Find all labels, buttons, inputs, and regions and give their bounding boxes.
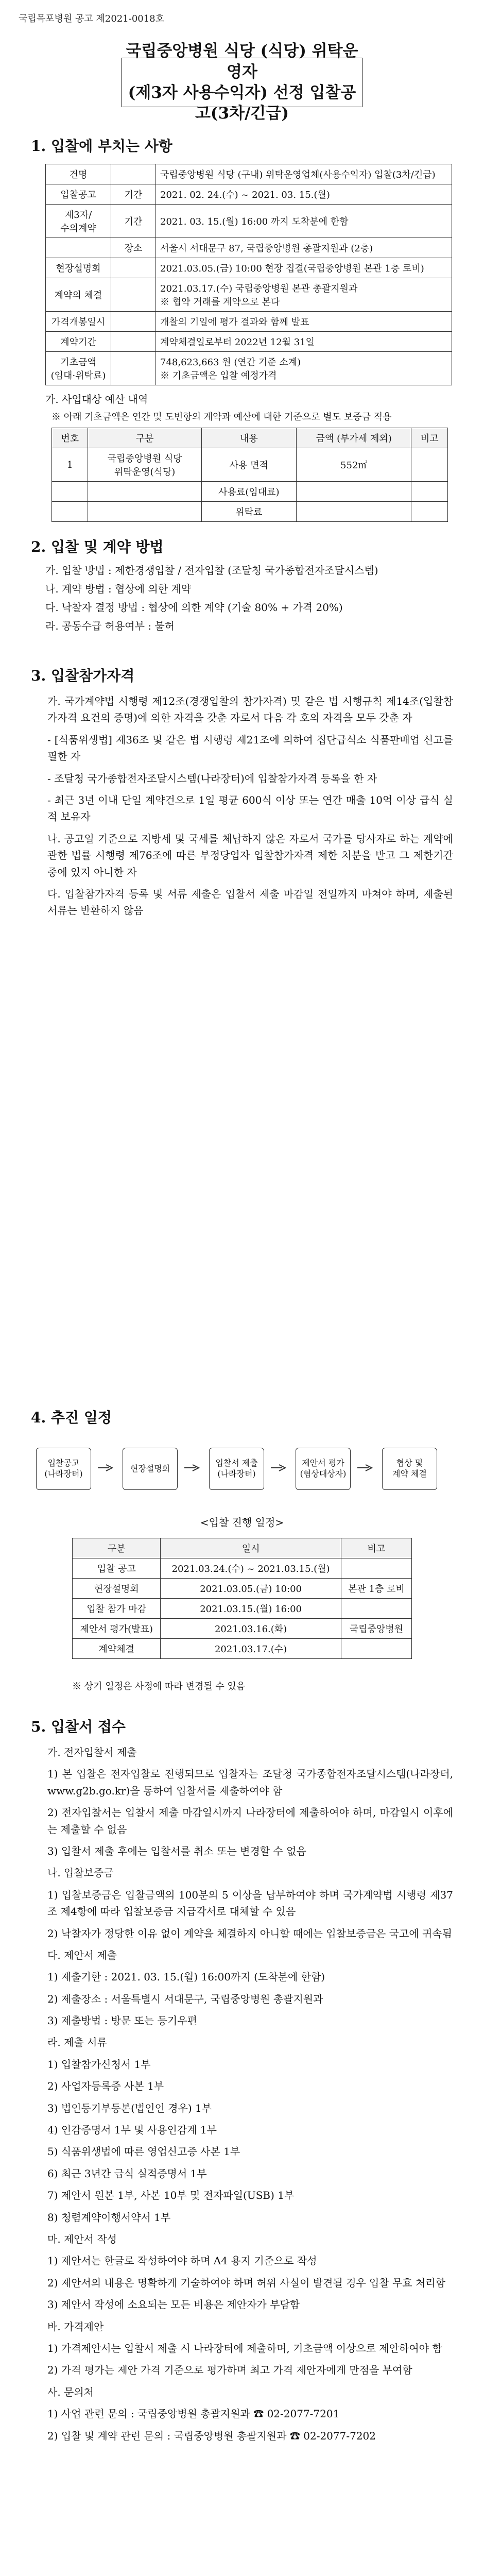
table-cell: 552㎡ (296, 448, 411, 482)
row-label (46, 238, 111, 258)
section-heading: 2. 입찰 및 계약 방법 (31, 538, 164, 555)
paragraph: 다. 제안서 제출 (47, 1948, 117, 1961)
schedule-caption: <입찰 진행 일정> (200, 1516, 284, 1529)
column-header: 비고 (341, 1538, 411, 1558)
paragraph: 1) 제출기한 : 2021. 03. 15.(월) 16:00까지 (도착분에 한함) (47, 1971, 325, 1984)
row-label: 건명 (46, 164, 111, 184)
row-sublabel (111, 258, 156, 278)
paragraph: 2) 제출장소 : 서울특별시 서대문구, 국립중앙병원 총괄지원과 (47, 1992, 323, 2005)
table-cell: 2021.03.17.(수) (161, 1639, 341, 1659)
flow-step: 입찰서 제출 (나라장터) (209, 1448, 264, 1490)
paragraph: - [식품위생법] 제36조 및 같은 법 시행령 제21조에 의하여 집단급식소 식품판매업 신고를 필한 자 (47, 733, 453, 763)
title-line-2: (제3자 사용수익자) 선정 입찰공고(3차/긴급) (128, 83, 356, 123)
row-value: 국립중앙병원 식당 (구내) 위탁운영업체(사용수익자) 입찰(3차/긴급) (156, 164, 452, 184)
paragraph: 나. 입찰보증금 (47, 1867, 114, 1879)
list-item: 가. 입찰 방법 : 제한경쟁입찰 / 전자입찰 (조달청 국가종합전자조달시스템) (45, 564, 378, 577)
paragraph: 가. 전자입찰서 제출 (47, 1746, 137, 1758)
table-cell: 사용 면적 (201, 448, 296, 482)
table-cell: 2021.03.24.(수) ~ 2021.03.15.(월) (161, 1558, 341, 1579)
paragraph: 8) 청렴계약이행서약서 1부 (47, 2211, 171, 2224)
table-cell (296, 502, 411, 522)
section-body (47, 1744, 453, 2449)
paragraph: 나. 공고일 기준으로 지방세 및 국세를 체납하지 않은 자로서 국가를 당사자로 하는 계약에 관한 법률 시행령 제76조에 따른 부정당업자 입찰참가자격 제한 처분을 받고 그 제한기간 중에 있지 아니한 자 (47, 832, 453, 878)
row-value: 2021. 02. 24.(수) ~ 2021. 03. 15.(월) (156, 184, 452, 205)
column-header: 구분 (88, 428, 201, 448)
table-cell: 제안서 평가(발표) (73, 1619, 161, 1639)
table-cell (52, 502, 88, 522)
table-row (52, 448, 448, 482)
list-item: 라. 공동수급 허용여부 : 불허 (45, 620, 175, 632)
table-cell: 입찰 참가 마감 (73, 1599, 161, 1619)
paragraph: - 최근 3년 이내 단일 계약건으로 1일 평균 600식 이상 또는 연간 매출 10억 이상 급식 실적 보유자 (47, 793, 453, 823)
table-cell: 입찰 공고 (73, 1558, 161, 1579)
note-text: ※ 상기 일정은 사정에 따라 변경될 수 있음 (72, 1681, 246, 1692)
table-cell: 현장설명회 (73, 1579, 161, 1599)
paragraph: 2) 제안서의 내용은 명확하게 기술하여야 하며 허위 사실이 발견될 경우 입찰 무효 처리함 (47, 2276, 446, 2289)
paragraph: 1) 본 입찰은 전자입찰로 진행되므로 입찰자는 조달청 국가종합전자조달시스템(나라장터, www.g2b.go.kr)을 통하여 입찰서를 제출하여야 함 (47, 1768, 453, 1797)
arrow-right-icon (357, 1464, 373, 1471)
paragraph: 마. 제안서 작성 (47, 2232, 117, 2245)
table-row (46, 238, 452, 258)
paragraph: 6) 최근 3년간 급식 실적증명서 1부 (47, 2167, 207, 2180)
section-body (47, 693, 453, 924)
table-row (46, 278, 452, 312)
row-sublabel (111, 352, 156, 385)
title-box (122, 42, 362, 123)
row-value: 2021. 03. 15.(월) 16:00 까지 도착분에 한함 (156, 205, 452, 238)
table-row (46, 332, 452, 352)
table-cell (52, 482, 88, 502)
process-flow (36, 1443, 448, 1499)
row-value: 2021.03.05.(금) 10:00 현장 집결(국립중앙병원 본관 1층 로비) (156, 258, 452, 278)
paragraph: 가. 국가계약법 시행령 제12조(경쟁입찰의 참가자격) 및 같은 법 시행규칙 제14조(입찰참가자격 요건의 증명)에 의한 자격을 갖춘 자로서 다음 각 호의 자격을 모두 갖춘 자 (47, 695, 453, 724)
column-header: 번호 (52, 428, 88, 448)
paragraph: 2) 낙찰자가 정당한 이유 없이 계약을 체결하지 아니할 때에는 입찰보증금은 국고에 귀속됨 (47, 1927, 452, 1940)
column-header: 비고 (411, 428, 448, 448)
table-cell: 2021.03.16.(화) (161, 1619, 341, 1639)
flow-step: 협상 및 계약 체결 (382, 1448, 437, 1490)
info-table (45, 164, 452, 385)
row-value: 서울시 서대문구 87, 국립중앙병원 총괄지원과 (2층) (156, 238, 452, 258)
table-cell (341, 1558, 411, 1579)
row-sublabel: 장소 (111, 238, 156, 258)
paragraph: 3) 입찰서 제출 후에는 입찰서를 취소 또는 변경할 수 없음 (47, 1844, 306, 1857)
schedule-table (72, 1538, 412, 1659)
column-header: 내용 (201, 428, 296, 448)
table-cell: 1 (52, 448, 88, 482)
list-item: 나. 계약 방법 : 협상에 의한 계약 (45, 583, 192, 595)
paragraph: 3) 제안서 작성에 소요되는 모든 비용은 제안자가 부담함 (47, 2298, 300, 2311)
paragraph: 3) 제출방법 : 방문 또는 등기우편 (47, 2014, 197, 2027)
flow-step: 현장설명회 (123, 1448, 178, 1490)
table-cell (88, 502, 201, 522)
table-row (46, 352, 452, 385)
table-cell (296, 482, 411, 502)
table-row (46, 184, 452, 205)
paragraph: 1) 입찰보증금은 입찰금액의 100분의 5 이상을 납부하여야 하며 국가계약법 시행령 제37조 제4항에 따라 입찰보증금 지급각서로 대체할 수 있음 (47, 1888, 453, 1918)
scope-table (51, 428, 448, 522)
table-cell: 사용료(임대료) (201, 482, 296, 502)
table-cell (411, 482, 448, 502)
row-value: 계약체결일로부터 2022년 12월 31일 (156, 332, 452, 352)
table-row (73, 1558, 412, 1579)
paragraph: 2) 사업자등록증 사본 1부 (47, 2080, 164, 2093)
paragraph: 2) 가격 평가는 제안 가격 기준으로 평가하며 최고 가격 제안자에게 만점을 부여함 (47, 2364, 412, 2377)
table-row (73, 1639, 412, 1659)
table-cell: 2021.03.05.(금) 10:00 (161, 1579, 341, 1599)
paragraph: - 조달청 국가종합전자조달시스템(나라장터)에 입찰참가자격 등록을 한 자 (47, 772, 377, 785)
row-sublabel: 기간 (111, 205, 156, 238)
row-sublabel (111, 164, 156, 184)
table-row (73, 1599, 412, 1619)
arrow-right-icon (271, 1464, 286, 1471)
table-row (52, 502, 448, 522)
section-heading: 5. 입찰서 접수 (31, 1718, 126, 1735)
row-value: 개찰의 기일에 평가 결과와 함께 발표 (156, 312, 452, 332)
row-label: 기초금액 (임대·위탁료) (46, 352, 111, 385)
arrow-right-icon (98, 1464, 113, 1471)
table-cell: 2021.03.15.(월) 16:00 (161, 1599, 341, 1619)
notice-number: 국립목포병원 공고 제2021-0018호 (19, 13, 165, 24)
table-row (73, 1619, 412, 1639)
table-row (52, 482, 448, 502)
row-label: 입찰공고 (46, 184, 111, 205)
paragraph: 사. 문의처 (47, 2385, 94, 2398)
table-cell (411, 448, 448, 482)
paragraph: 3) 법인등기부등본(법인인 경우) 1부 (47, 2102, 212, 2114)
table-cell (88, 482, 201, 502)
paragraph: 1) 사업 관련 문의 : 국립중앙병원 총괄지원과 ☎ 02-2077-7201 (47, 2408, 340, 2420)
paragraph: 2) 전자입찰서는 입찰서 제출 마감일시까지 나라장터에 제출하여야 하며, 마감일시 이후에는 제출할 수 없음 (47, 1806, 453, 1836)
paragraph: 다. 입찰참가자격 등록 및 서류 제출은 입찰서 제출 마감일 전일까지 마쳐야 하며, 제출된 서류는 반환하지 않음 (47, 887, 453, 917)
row-sublabel: 기간 (111, 184, 156, 205)
table-cell: 국립중앙병원 식당 위탁운영(식당) (88, 448, 201, 482)
paragraph: 7) 제안서 원본 1부, 사본 10부 및 전자파일(USB) 1부 (47, 2189, 295, 2202)
table-cell: 계약체결 (73, 1639, 161, 1659)
flow-step: 제안서 평가 (협상대상자) (296, 1448, 351, 1490)
row-label: 가격개봉일시 (46, 312, 111, 332)
subsection-heading: 가. 사업대상 예산 내역 (45, 393, 148, 405)
row-value: 748,623,663 원 (연간 기준 소계) ※ 기초금액은 입찰 예정가격 (156, 352, 452, 385)
column-header: 일시 (161, 1538, 341, 1558)
list-item: 다. 낙찰자 결정 방법 : 협상에 의한 계약 (기술 80% + 가격 20%) (45, 601, 343, 614)
flow-step: 입찰공고 (나라장터) (36, 1448, 91, 1490)
row-label: 계약의 체결 (46, 278, 111, 312)
row-label: 계약기간 (46, 332, 111, 352)
row-sublabel (111, 312, 156, 332)
row-value: 2021.03.17.(수) 국립중앙병원 본관 총괄지원과 ※ 협약 거래를 계약으로 본다 (156, 278, 452, 312)
row-sublabel (111, 278, 156, 312)
table-cell: 위탁료 (201, 502, 296, 522)
table-row (46, 312, 452, 332)
section-heading: 1. 입찰에 부치는 사항 (31, 138, 172, 155)
table-row (46, 258, 452, 278)
table-row (46, 164, 452, 184)
paragraph: 1) 가격제안서는 입찰서 제출 시 나라장터에 제출하며, 기초금액 이상으로 제안하여야 함 (47, 2342, 442, 2354)
table-cell (341, 1639, 411, 1659)
paragraph: 4) 인감증명서 1부 및 사용인감계 1부 (47, 2124, 217, 2137)
table-row (46, 205, 452, 238)
column-header: 구분 (73, 1538, 161, 1558)
table-cell: 본관 1층 로비 (341, 1579, 411, 1599)
paragraph: 5) 식품위생법에 따른 영업신고증 사본 1부 (47, 2145, 240, 2158)
paragraph: 2) 입찰 및 계약 관련 문의 : 국립중앙병원 총괄지원과 ☎ 02-2077-7202 (47, 2429, 376, 2442)
section-heading: 3. 입찰참가자격 (31, 667, 135, 684)
row-sublabel (111, 332, 156, 352)
table-row (73, 1579, 412, 1599)
paragraph: 1) 제안서는 한글로 작성하여야 하며 A4 용지 기준으로 작성 (47, 2255, 317, 2267)
note-text: ※ 아래 기초금액은 연간 및 도번항의 계약과 예산에 대한 기준으로 별도 보증금 적용 (51, 412, 392, 422)
column-header: 금액 (부가세 제외) (296, 428, 411, 448)
arrow-right-icon (184, 1464, 200, 1471)
table-cell (341, 1599, 411, 1619)
section-heading: 4. 추진 일정 (31, 1409, 112, 1426)
paragraph: 라. 제출 서류 (47, 2036, 107, 2049)
table-cell: 국립중앙병원 (341, 1619, 411, 1639)
paragraph: 1) 입찰참가신청서 1부 (47, 2058, 151, 2071)
row-label: 현장설명회 (46, 258, 111, 278)
page-title (122, 41, 362, 124)
table-header-row (52, 428, 448, 448)
table-header-row (73, 1538, 412, 1558)
row-label: 제3자/ 수의계약 (46, 205, 111, 238)
paragraph: 바. 가격제안 (47, 2320, 104, 2333)
table-cell (411, 502, 448, 522)
title-line-1: 국립중앙병원 식당 (식당) 위탁운영자 (126, 42, 358, 81)
